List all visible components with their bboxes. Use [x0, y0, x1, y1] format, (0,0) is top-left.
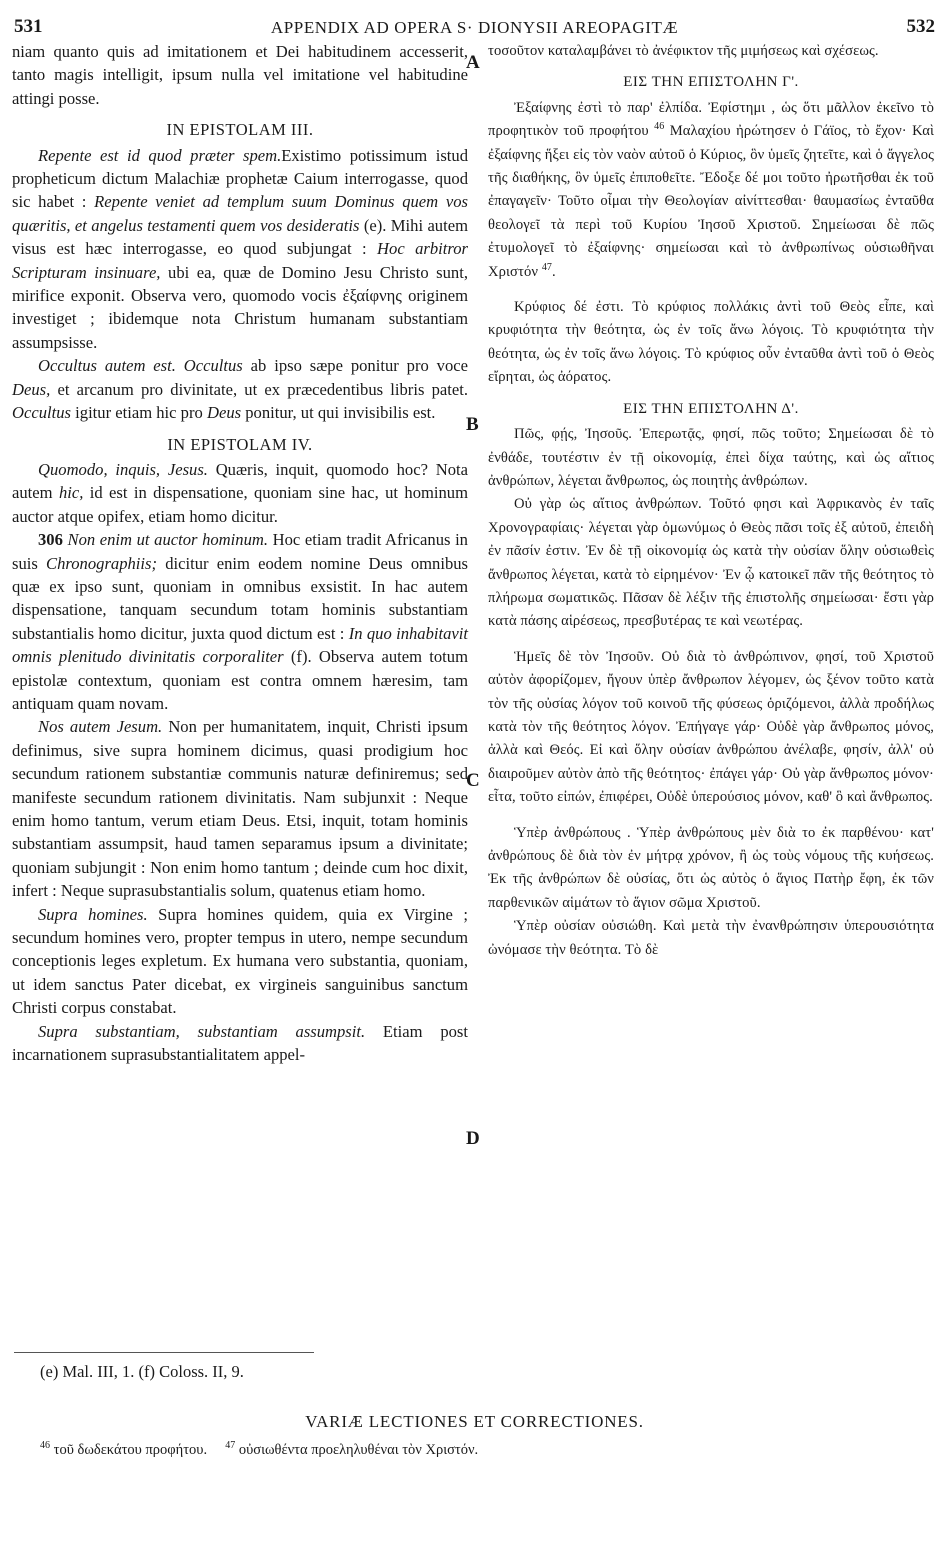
- greek-intro: τοσοῦτον καταλαμβάνει τὸ ἀνέφικτον τῆς μιμήσεως καὶ σχέσεως.: [488, 43, 879, 59]
- running-title: APPENDIX AD OPERA S· DIONYSII AREOPAGITÆ: [270, 18, 679, 37]
- variant-ref-46: 46: [654, 121, 665, 133]
- greek-ep4-paragraph-2: Οὐ γὰρ ὡς αἴτιος ἀνθρώπων. Τοῦτό φησι καὶ Ἀφρικανὸς ἐν ταῖς Χρονογραφίαις· λέγεται γὰρ ὁμωνύμως ὁ Θεὸς πᾶσι τοῖς ἐξ αὐτοῦ, ἐπειδὴ ἐν πᾶσίν ἐστιν. Ἐν δὲ τῇ οἰκονομίᾳ ὡς κατὰ τὴν οὐσίαν ὅλην οὐσιωθεὶς ἄνθρωπος λέγεται, κατὰ τὸ εἰρημένον· Ἐν ᾧ κατοικεῖ πᾶν τῆς θεότητος τὸ πλήρωμα σωματικῶς. Πᾶσαν δὲ λέξιν τῆς ἐπιστολῆς σημείωσαι· ἔστι γὰρ κατὰ πάσης αἱρέσεως, πρεσβυτέρας τε καὶ νεωτέρας.: [488, 496, 934, 630]
- greek-ep3-paragraph-2: Κρύφιος δέ ἐστι. Τὸ κρύφιος πολλάκις ἀντὶ τοῦ Θεὸς εἶπε, καὶ κρυφιότητα τὴν θεότητα, ὡς ἐν τοῖς ἄνω λόγοις. Τὸ κρυφιότητα τὴν θεότητα, ὡς ἐν τοῖς ἄνω λόγοις. Τὸ κρύφιος οὖν ἐνταῦθα ἀντὶ τοῦ ὁ Θεὸς εἴρηται, ὡς ἀόρατος.: [488, 299, 934, 386]
- latin-ep4-paragraph-3: Nos autem Jesum. Non per humanitatem, inquit, Christi ipsum definimus, sive supra hominem dicimus, quasi prodigium hoc secundum rationem substantiæ communis naturæ definiremus; sed manifeste secundum rationem divinitatis. Nam subjunxit : Neque enim homo tantum, verum etiam Deus. Etsi, inquit, totam hominis substantiam assumpsit, haud tamen separamus ipsum a divinitate; quoniam subjungit : Non enim homo tantum ; deinde cum hoc dixit, infert : Neque suprasubstantialis solum, quatenus etiam homo.: [12, 717, 468, 901]
- margin-letter-a: A: [466, 52, 480, 73]
- greek-ep4-paragraph-5: Ὑπὲρ οὐσίαν οὐσιώθη. Καὶ μετὰ τὴν ἐνανθρώπησιν ὑπερουσιότητα ὠνόμασε τὴν θεότητα. Τὸ δὲ: [488, 918, 934, 958]
- margin-letter-b: B: [466, 414, 479, 435]
- margin-letter-d: D: [466, 1128, 480, 1149]
- variae-lectiones-title: VARIÆ LECTIONES ET CORRECTIONES.: [305, 1412, 644, 1431]
- latin-epistle-4-title: IN EPISTOLAM IV.: [167, 434, 313, 454]
- page-number-left: 531: [14, 16, 43, 37]
- page-number-right: 532: [906, 16, 935, 37]
- footnotes: (e) Mal. III, 1. (f) Coloss. II, 9.: [40, 1362, 244, 1381]
- footnote-divider: [14, 1352, 314, 1353]
- latin-intro: niam quanto quis ad imitationem et Dei habitudinem accesserit, tanto magis intelligit, ipsum nulla vel imitatione vel habitudine attingi posse.: [12, 42, 468, 108]
- latin-ep4-paragraph-5: Supra substantiam, substantiam assumpsit. Etiam post incarnationem suprasubstantialitatem appel-: [12, 1021, 468, 1065]
- page-header: [14, 8, 935, 38]
- column-number: 306: [38, 530, 63, 550]
- latin-ep3-paragraph-1: Repente est id quod præter spem.Existimo potissimum istud propheticum dictum Malachiæ prophetæ Caium interrogasse, quod sic habet : Repente veniet ad templum suum Dominus quem vos quæritis, et angelus testamenti quem vos desideratis (e). Mihi autem visus est hæc interrogasse, eo quod subjungat : Hoc arbitror Scripturam insinuare, ubi ea, quæ de Domino Jesu Christo sunt, mirifice exponit. Observa vero, quomodo vocis ἐξαίφνης originem investiget ; ibidemque nota Christum humanam substantiam assumpsisse.: [12, 145, 468, 352]
- variant-number-46: 46: [40, 1440, 50, 1452]
- latin-ep4-paragraph-1: Quomodo, inquis, Jesus. Quæris, inquit, quomodo hoc? Nota autem hic, id est in dispensatione, quoniam sine hac, ut hominum auctor atque opifex, etiam homo dicitur.: [12, 459, 469, 526]
- latin-ep4-paragraph-4: Supra homines. Supra homines quidem, quia ex Virgine ; secundum homines vero, propter tempus in utero, nempe secundum conceptionis leges expletum. Ex humana vero substantia, quoniam, ut idem sanctus Pater dicebat, ex virgineis sanguinibus sanctum Christi corpus constabat.: [12, 904, 468, 1018]
- greek-ep4-paragraph-3: Ἡμεῖς δὲ τὸν Ἰησοῦν. Οὐ διὰ τὸ ἀνθρώπινον, φησί, τοῦ Χριστοῦ αὐτὸν ἀφορίζομεν, ἤγουν ὑπὲρ ἄνθρωπον λέγομεν, ὡς ξένον τοῦτο κατὰ τὸν τῆς οὐσίας λόγον τοῦ κοινοῦ τῆς φύσεως ὁριζόμενοι, ἀλλὰ προδήλως κατὰ τὸν τῆς θεότητος λόγον. Ἐπήγαγε γάρ· Οὐδὲ γὰρ ἄνθρωπος μόνος, ἀλλὰ καὶ Θεός. Εἰ καὶ ὅλην οὐσίαν ἀνθρώπου ἀνέλαβε, φησίν, ἀλλ' οὐ διαιροῦμεν αὐτὸν ἀπὸ τῆς θεότητος· ἐπάγει γάρ· Οὐ γὰρ ἄνθρωπος μόνον· εἶτα, τοῦτο εἰπών, ἐπιφέρει, Οὐδὲ ὑπερούσιος μόνον, καθ' ὃ καὶ ἄνθρωπος.: [488, 648, 934, 806]
- latin-ep3-paragraph-2: Occultus autem est. Occultus ab ipso sæpe ponitur pro voce Deus, et arcanum pro divinitate, ut ex præcedentibus libris patet. Occultus igitur etiam hic pro Deus ponitur, ut qui invisibilis est.: [12, 356, 468, 423]
- variant-46-text: τοῦ δωδεκάτου προφήτου.: [53, 1442, 208, 1458]
- variant-ref-47: 47: [541, 261, 553, 273]
- greek-epistle-4-title: ΕΙΣ ΤΗΝ ΕΠΙΣΤΟΛΗΝ Δ'.: [623, 400, 799, 417]
- latin-column: [12, 40, 468, 1066]
- variant-number-47: 47: [225, 1440, 236, 1452]
- latin-epistle-3-title: IN EPISTOLAM III.: [166, 120, 314, 140]
- greek-column: [488, 40, 934, 962]
- greek-ep4-paragraph-4: Ὑπὲρ ἀνθρώπους . Ὑπὲρ ἀνθρώπους μὲν διὰ το ἐκ παρθένου· κατ' ἀνθρώπους δὲ διὰ τὸν ἐν μήτρᾳ χρόνον, ἢ ὡς τοὺς νόμους τῆς κυήσεως. Ἐκ τῆς ἀνθρώπων δὲ οὐσίας, ὅτι ὡς αὐτὸς ὁ ἅγιος Πατὴρ ἔφη, ἐκ τῶν παρθενικῶν αἱμάτων τὸ ἅγιον σῶμα Χριστοῦ.: [488, 824, 934, 911]
- latin-ep4-paragraph-2: 306 Non enim ut auctor hominum. Hoc etiam tradit Africanus in suis Chronographiis; dicitur enim eodem nomine Deus omnibus quæ ex ipso sunt, quoniam in omnibus exsistit. In hac autem dispensatione, tanquam secundum totam hominis substantiam substantialis homo dicitur, juxta quod dictum est : In quo inhabitavit omnis plenitudo divinitatis corporaliter (f). Observa autem totum epistolæ contextum, quoniam est contra omnem hæresim, tam antiquam quam novam.: [12, 530, 469, 713]
- greek-ep3-paragraph-1: Ἐξαίφνης ἐστὶ τὸ παρ' ἐλπίδα. Ἐφίστημι , ὡς ὅτι μᾶλλον ἐκεῖνο τὸ προφητικὸν τοῦ προφήτου $^{46}$ Μαλαχίου ἠρώτησεν ὁ Γάϊος, τὸ ἔχον· Καὶ ἐξαίφνης ἥξει εἰς τὸν ναὸν αὐτοῦ ὁ Κύριος, ὃν ὑμεῖς ζητεῖτε, καὶ ὁ ἄγγελος τῆς διαθήκης, ὃν ὑμεῖς ἐπιποθεῖτε. Ἔδοξε δέ μοι τοῦτο ἠρωτῆσθαι ἐκ τοῦ ἐπαγαγεῖν· Τοῦτο οἶμαι τὴν Θεολογίαν αἰνίττεσθαι· θαυμασίως ἐνταῦθα θεολογεῖ τὰ περὶ τοῦ Κυρίου Ἰησοῦ Χριστοῦ. Σημείωσαι δὲ πῶς ἐτυμολογεῖ τὸ ἐξαίφνης· σημείωσαι καὶ τὸ ἀνθρωπίνως οὐσιωθῆναι Χριστόν $^{47}$.: [488, 99, 934, 280]
- variant-47-text: οὐσιωθέντα προεληλυθέναι τὸν Χριστόν.: [238, 1442, 479, 1458]
- greek-epistle-3-title: ΕΙΣ ΤΗΝ ΕΠΙΣΤΟΛΗΝ Γ'.: [623, 74, 799, 91]
- margin-letter-c: C: [466, 770, 480, 791]
- greek-ep4-paragraph-1: Πῶς, φῄς, Ἰησοῦς. Ἐπερωτᾷς, φησί, πῶς τοῦτο; Σημείωσαι δὲ τὸ ἐνθάδε, τουτέστιν ἐν τῇ οἰκονομίᾳ, ἐπεὶ δίχα ταύτης, καὶ ὡς αἴτιος ἀνθρώπων, λέγεται ἄνθρωπος, ὡς ποιητὴς ἀνθρώπων.: [488, 426, 934, 489]
- variae-lectiones: [40, 1442, 478, 1459]
